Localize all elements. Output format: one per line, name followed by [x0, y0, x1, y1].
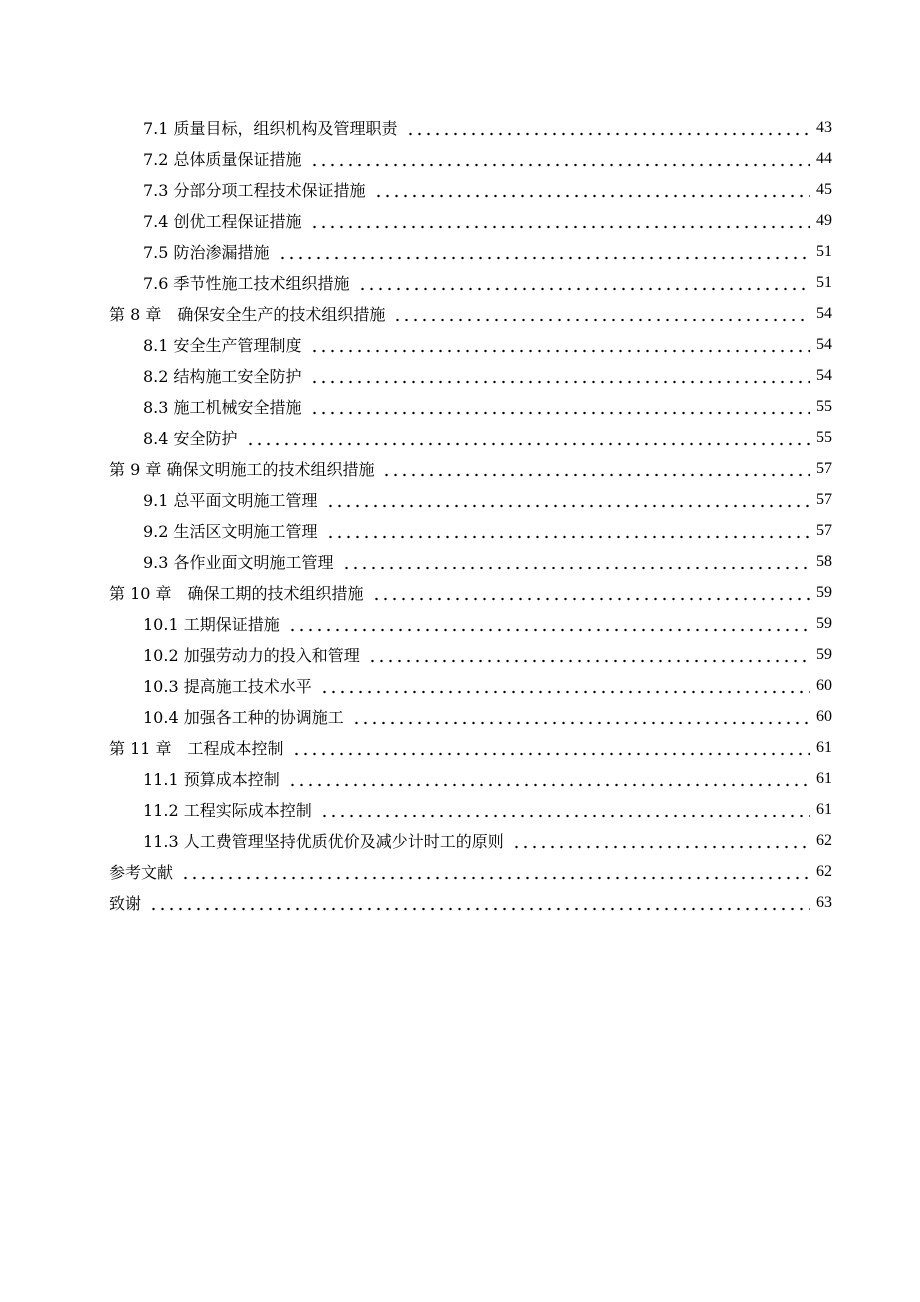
toc-entry-title: 8.4 安全防护 — [143, 429, 238, 448]
toc-entry-page: 61 — [816, 738, 832, 756]
toc-entry-references[interactable] — [109, 856, 832, 887]
toc-entry-title: 7.5 防治渗漏措施 — [143, 243, 270, 262]
toc-entry-chapter-11[interactable] — [109, 732, 832, 763]
dot-leader — [310, 337, 810, 353]
toc-entry-page: 54 — [816, 304, 832, 322]
dot-leader — [374, 182, 810, 198]
toc-entry-9-1[interactable] — [109, 484, 832, 515]
toc-entry-title: 7.4 创优工程保证措施 — [143, 212, 302, 231]
dot-leader — [326, 492, 810, 508]
dot-leader — [149, 895, 810, 911]
toc-entry-9-2[interactable] — [109, 515, 832, 546]
toc-entry-page: 45 — [816, 180, 832, 198]
dot-leader — [320, 802, 810, 818]
toc-entry-title: 第 11 章 工程成本控制 — [109, 739, 284, 758]
toc-entry-title: 10.2 加强劳动力的投入和管理 — [143, 646, 360, 665]
toc-entry-11-2[interactable] — [109, 794, 832, 825]
toc-entry-title: 第 9 章 确保文明施工的技术组织措施 — [109, 460, 375, 479]
dot-leader — [310, 399, 810, 415]
toc-entry-page: 57 — [816, 459, 832, 477]
toc-entry-title: 10.4 加强各工种的协调施工 — [143, 708, 344, 727]
toc-entry-7-3[interactable] — [109, 174, 832, 205]
toc-entry-page: 63 — [816, 893, 832, 911]
toc-entry-11-1[interactable] — [109, 763, 832, 794]
dot-leader — [278, 244, 810, 260]
dot-leader — [382, 461, 810, 477]
toc-entry-page: 51 — [816, 273, 832, 291]
toc-entry-chapter-10[interactable] — [109, 577, 832, 608]
toc-entry-10-1[interactable] — [109, 608, 832, 639]
toc-entry-title: 8.1 安全生产管理制度 — [143, 336, 302, 355]
toc-entry-page: 61 — [816, 800, 832, 818]
toc-entry-page: 58 — [816, 552, 832, 570]
toc-entry-page: 51 — [816, 242, 832, 260]
toc-entry-title: 9.2 生活区文明施工管理 — [143, 522, 318, 541]
dot-leader — [310, 213, 810, 229]
dot-leader — [326, 523, 810, 539]
dot-leader — [372, 585, 810, 601]
toc-entry-page: 57 — [816, 521, 832, 539]
toc-entry-page: 59 — [816, 614, 832, 632]
toc-entry-title: 致谢 — [109, 894, 142, 913]
table-of-contents — [109, 112, 832, 918]
toc-entry-page: 55 — [816, 397, 832, 415]
toc-entry-title: 11.3 人工费管理坚持优质优价及减少计时工的原则 — [143, 832, 504, 851]
toc-entry-page: 49 — [816, 211, 832, 229]
toc-entry-page: 54 — [816, 366, 832, 384]
toc-entry-7-2[interactable] — [109, 143, 832, 174]
toc-entry-page: 60 — [816, 676, 832, 694]
toc-entry-title: 8.3 施工机械安全措施 — [143, 398, 302, 417]
toc-entry-page: 44 — [816, 149, 832, 167]
toc-entry-page: 55 — [816, 428, 832, 446]
dot-leader — [352, 709, 810, 725]
toc-entry-title: 第 10 章 确保工期的技术组织措施 — [109, 584, 364, 603]
toc-entry-title: 7.3 分部分项工程技术保证措施 — [143, 181, 366, 200]
dot-leader — [292, 740, 810, 756]
toc-entry-title: 9.1 总平面文明施工管理 — [143, 491, 318, 510]
dot-leader — [288, 616, 810, 632]
toc-entry-7-1[interactable] — [109, 112, 832, 143]
toc-entry-title: 参考文献 — [109, 863, 174, 882]
toc-entry-7-5[interactable] — [109, 236, 832, 267]
toc-entry-11-3[interactable] — [109, 825, 832, 856]
toc-entry-chapter-8[interactable] — [109, 298, 832, 329]
toc-entry-title: 11.2 工程实际成本控制 — [143, 801, 312, 820]
toc-entry-title: 9.3 各作业面文明施工管理 — [143, 553, 334, 572]
toc-entry-title: 第 8 章 确保安全生产的技术组织措施 — [109, 305, 386, 324]
toc-entry-9-3[interactable] — [109, 546, 832, 577]
dot-leader — [393, 306, 810, 322]
dot-leader — [342, 554, 810, 570]
dot-leader — [406, 120, 810, 136]
dot-leader — [512, 833, 810, 849]
toc-entry-7-6[interactable] — [109, 267, 832, 298]
toc-entry-page: 54 — [816, 335, 832, 353]
dot-leader — [368, 647, 810, 663]
dot-leader — [310, 151, 810, 167]
toc-entry-8-2[interactable] — [109, 360, 832, 391]
toc-entry-page: 60 — [816, 707, 832, 725]
dot-leader — [320, 678, 810, 694]
dot-leader — [288, 771, 810, 787]
toc-entry-title: 7.2 总体质量保证措施 — [143, 150, 302, 169]
toc-entry-10-2[interactable] — [109, 639, 832, 670]
toc-entry-10-3[interactable] — [109, 670, 832, 701]
toc-entry-title: 7.1 质量目标，组织机构及管理职责 — [143, 119, 398, 138]
toc-entry-page: 61 — [816, 769, 832, 787]
toc-entry-10-4[interactable] — [109, 701, 832, 732]
dot-leader — [181, 864, 810, 880]
toc-entry-title: 10.1 工期保证措施 — [143, 615, 280, 634]
toc-entry-chapter-9[interactable] — [109, 453, 832, 484]
toc-entry-title: 11.1 预算成本控制 — [143, 770, 280, 789]
dot-leader — [358, 275, 810, 291]
toc-entry-page: 57 — [816, 490, 832, 508]
dot-leader — [246, 430, 810, 446]
toc-entry-acknowledgements[interactable] — [109, 887, 832, 918]
toc-entry-8-1[interactable] — [109, 329, 832, 360]
toc-entry-title: 10.3 提高施工技术水平 — [143, 677, 312, 696]
toc-entry-page: 59 — [816, 645, 832, 663]
toc-entry-page: 62 — [816, 831, 832, 849]
toc-entry-title: 7.6 季节性施工技术组织措施 — [143, 274, 350, 293]
toc-entry-page: 43 — [816, 118, 832, 136]
toc-entry-page: 62 — [816, 862, 832, 880]
toc-entry-title: 8.2 结构施工安全防护 — [143, 367, 302, 386]
toc-entry-7-4[interactable] — [109, 205, 832, 236]
toc-entry-8-3[interactable] — [109, 391, 832, 422]
dot-leader — [310, 368, 810, 384]
toc-entry-page: 59 — [816, 583, 832, 601]
toc-entry-8-4[interactable] — [109, 422, 832, 453]
